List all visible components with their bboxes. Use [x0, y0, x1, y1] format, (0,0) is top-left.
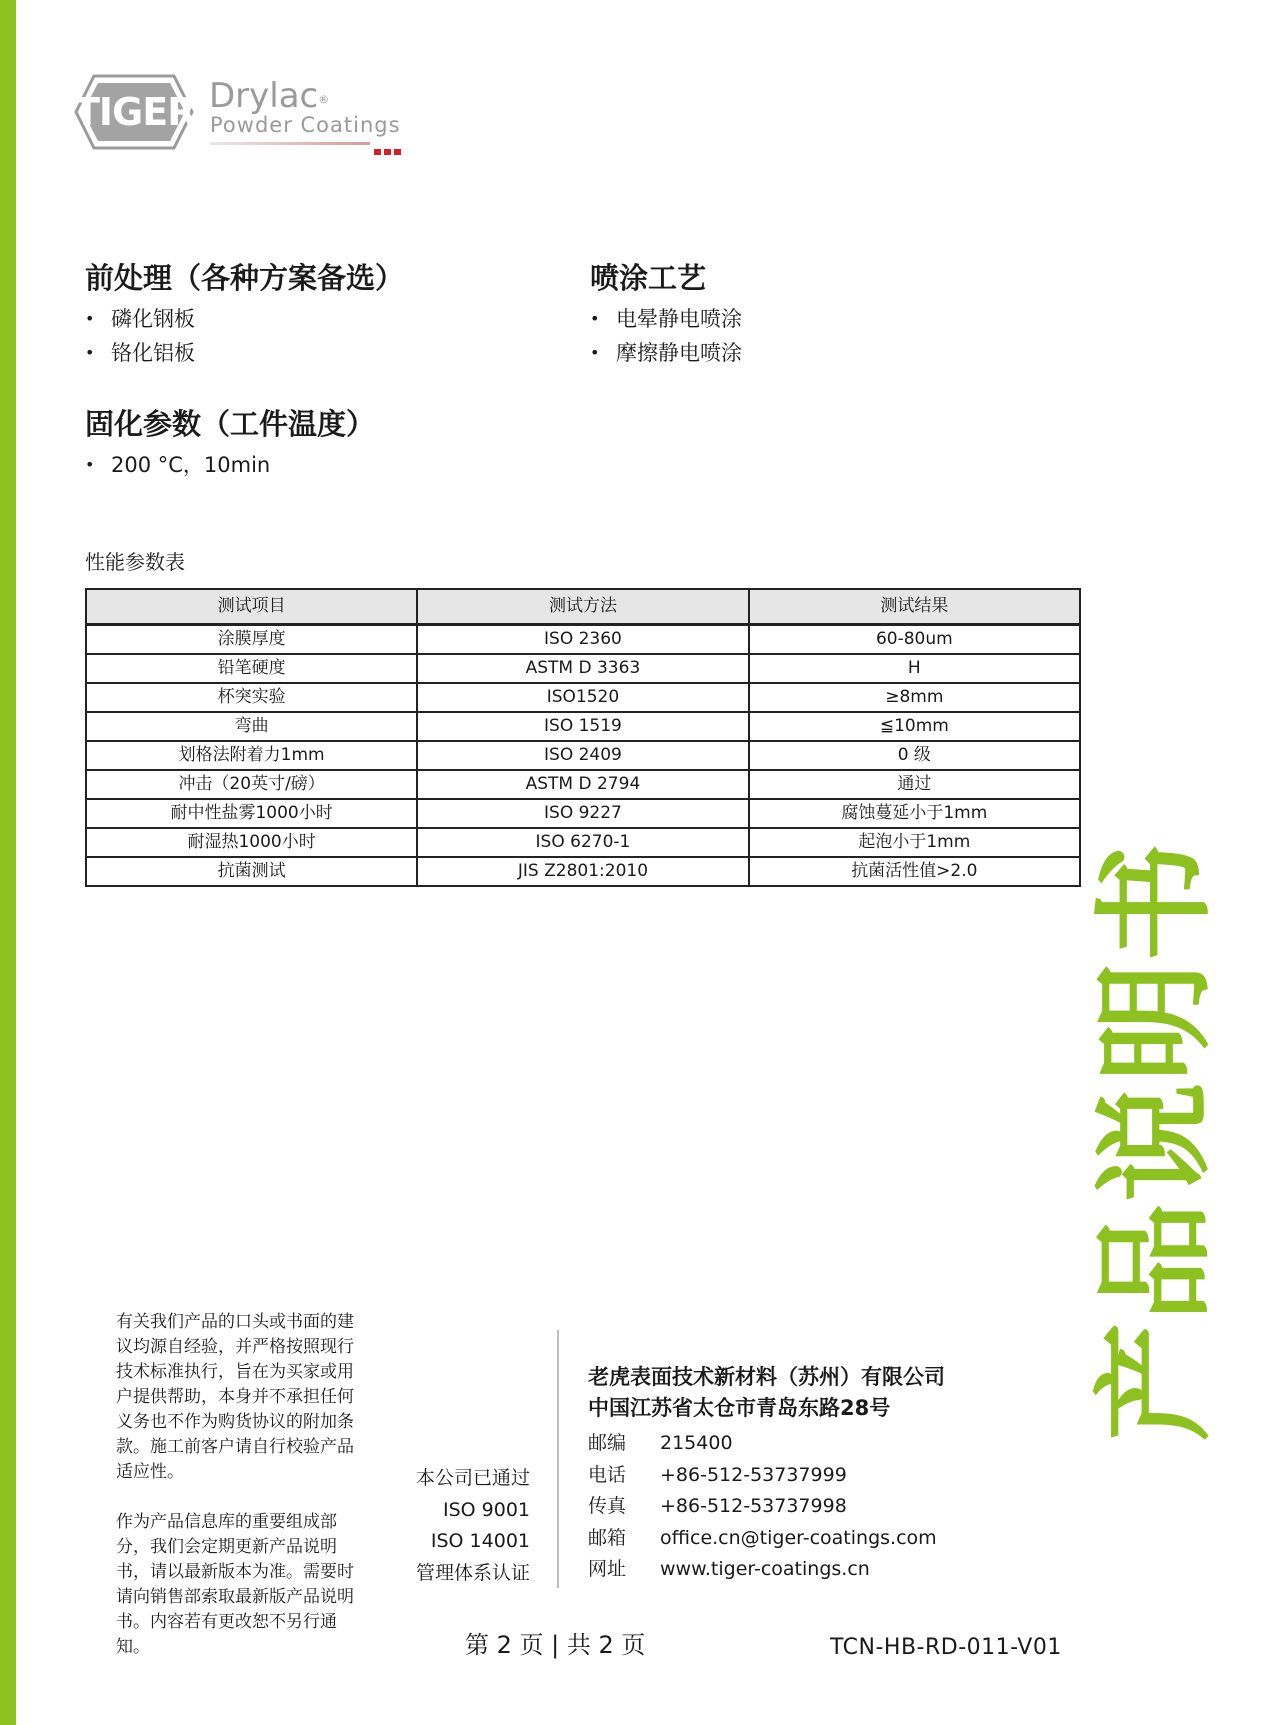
test-result: 0 级 [749, 741, 1080, 770]
test-result: ≦10mm [749, 712, 1080, 741]
table-row [86, 828, 1080, 857]
vertical-title-char: 明 [1087, 962, 1225, 1082]
test-method: ISO 2409 [417, 741, 748, 770]
certification-line: 管理体系认证 [415, 1561, 530, 1584]
test-item: 耐中性盐雾1000小时 [86, 799, 417, 828]
table-row [86, 799, 1080, 828]
footer-divider [557, 1330, 559, 1588]
vertical-title-char: 品 [1087, 1202, 1225, 1322]
pretreatment-section [85, 258, 404, 370]
curing-item: • 200 °C，10min [85, 448, 375, 482]
document-code: TCN-HB-RD-011-V01 [830, 1635, 1062, 1660]
test-item: 铅笔硬度 [86, 654, 417, 683]
test-method: JIS Z2801:2010 [417, 857, 748, 886]
test-method: ISO 9227 [417, 799, 748, 828]
test-item: 弯曲 [86, 712, 417, 741]
column-header: 测试方法 [417, 589, 748, 625]
green-side-bar [0, 0, 16, 1725]
certification-line: 本公司已通过 [415, 1467, 530, 1489]
table-row [86, 625, 1080, 655]
test-result: ≥8mm [749, 683, 1080, 712]
test-method: ISO 1519 [417, 712, 748, 741]
column-header: 测试项目 [86, 589, 417, 625]
table-row [86, 683, 1080, 712]
test-result: H [749, 654, 1080, 683]
vertical-title-char: 书 [1087, 842, 1225, 962]
contact-row-website[interactable]: 网址 www.tiger-coatings.cn [588, 1558, 870, 1580]
spraying-item: • 摩擦静电喷涂 [590, 336, 742, 370]
certification-line: ISO 14001 [430, 1530, 530, 1552]
pretreatment-item: • 磷化钢板 [85, 302, 404, 336]
table-title: 性能参数表 [85, 550, 185, 574]
logo-brand: Drylac® [209, 76, 330, 116]
logo-red-dots [374, 140, 404, 159]
test-item: 耐湿热1000小时 [86, 828, 417, 857]
performance-table [85, 588, 1081, 887]
page-number: 第 2 页 | 共 2 页 [465, 1631, 646, 1659]
test-item: 杯突实验 [86, 683, 417, 712]
spraying-title: 喷涂工艺 [590, 261, 707, 295]
vertical-title-char: 产 [1087, 1322, 1225, 1442]
disclaimer-paragraph: 作为产品信息库的重要组成部分，我们会定期更新产品说明书，请以最新版本为准。需要时请向销售部索取最新版产品说明书。内容若有更改恕不另行通知。 [116, 1512, 354, 1657]
table-row [86, 712, 1080, 741]
logo-underline [210, 142, 370, 145]
company-block [588, 1362, 945, 1424]
company-name: 老虎表面技术新材料（苏州）有限公司 [588, 1365, 945, 1389]
contact-row-phone: 电话 +86-512-53737999 [588, 1463, 847, 1486]
table-header-row [86, 589, 1080, 625]
pretreatment-item: • 铬化铝板 [85, 336, 404, 370]
table-row [86, 654, 1080, 683]
test-method: ASTM D 2794 [417, 770, 748, 799]
tiger-drylac-logo [74, 74, 414, 154]
logo-badge-text: TIGER [74, 90, 196, 134]
test-item: 冲击（20英寸/磅） [86, 770, 417, 799]
pretreatment-title: 前处理（各种方案备选） [85, 261, 405, 295]
test-result: 抗菌活性值>2.0 [749, 857, 1080, 886]
test-method: ISO 2360 [417, 625, 748, 655]
disclaimer-paragraph: 有关我们产品的口头或书面的建议均源自经验，并严格按照现行技术标准执行，旨在为买家或用户提供帮助，本身并不承担任何义务也不作为购货协议的附加条款。施工前客户请自行校验产品适应性。 [116, 1312, 354, 1482]
certification-line: ISO 9001 [442, 1498, 530, 1521]
contact-list [588, 1428, 937, 1586]
curing-section [85, 404, 375, 482]
column-header: 测试结果 [749, 589, 1080, 625]
vertical-title [1087, 842, 1225, 1442]
test-result: 通过 [749, 770, 1080, 799]
spraying-section [590, 258, 742, 370]
test-method: ISO 6270-1 [417, 828, 748, 857]
test-result: 起泡小于1mm [749, 828, 1080, 857]
test-item: 抗菌测试 [86, 857, 417, 886]
test-item: 涂膜厚度 [86, 625, 417, 655]
vertical-title-char: 说 [1087, 1082, 1225, 1202]
spraying-item: • 电晕静电喷涂 [590, 302, 742, 336]
curing-title: 固化参数（工件温度） [85, 407, 376, 441]
contact-row-email[interactable]: 邮箱 office.cn@tiger-coatings.com [588, 1526, 937, 1549]
disclaimer [116, 1310, 354, 1685]
contact-row-postcode: 邮编 215400 [588, 1432, 733, 1454]
test-item: 划格法附着力1mm [86, 741, 417, 770]
test-method: ISO1520 [417, 683, 748, 712]
contact-row-fax: 传真 +86-512-53737998 [588, 1495, 847, 1517]
table-row [86, 770, 1080, 799]
certification-block [386, 1463, 530, 1589]
test-method: ASTM D 3363 [417, 654, 748, 683]
company-address: 中国江苏省太仓市青岛东路28号 [588, 1396, 891, 1420]
table-row [86, 741, 1080, 770]
table-row [86, 857, 1080, 886]
test-result: 腐蚀蔓延小于1mm [749, 799, 1080, 828]
logo-subtitle: Powder Coatings [210, 113, 401, 137]
test-result: 60-80um [749, 625, 1080, 655]
